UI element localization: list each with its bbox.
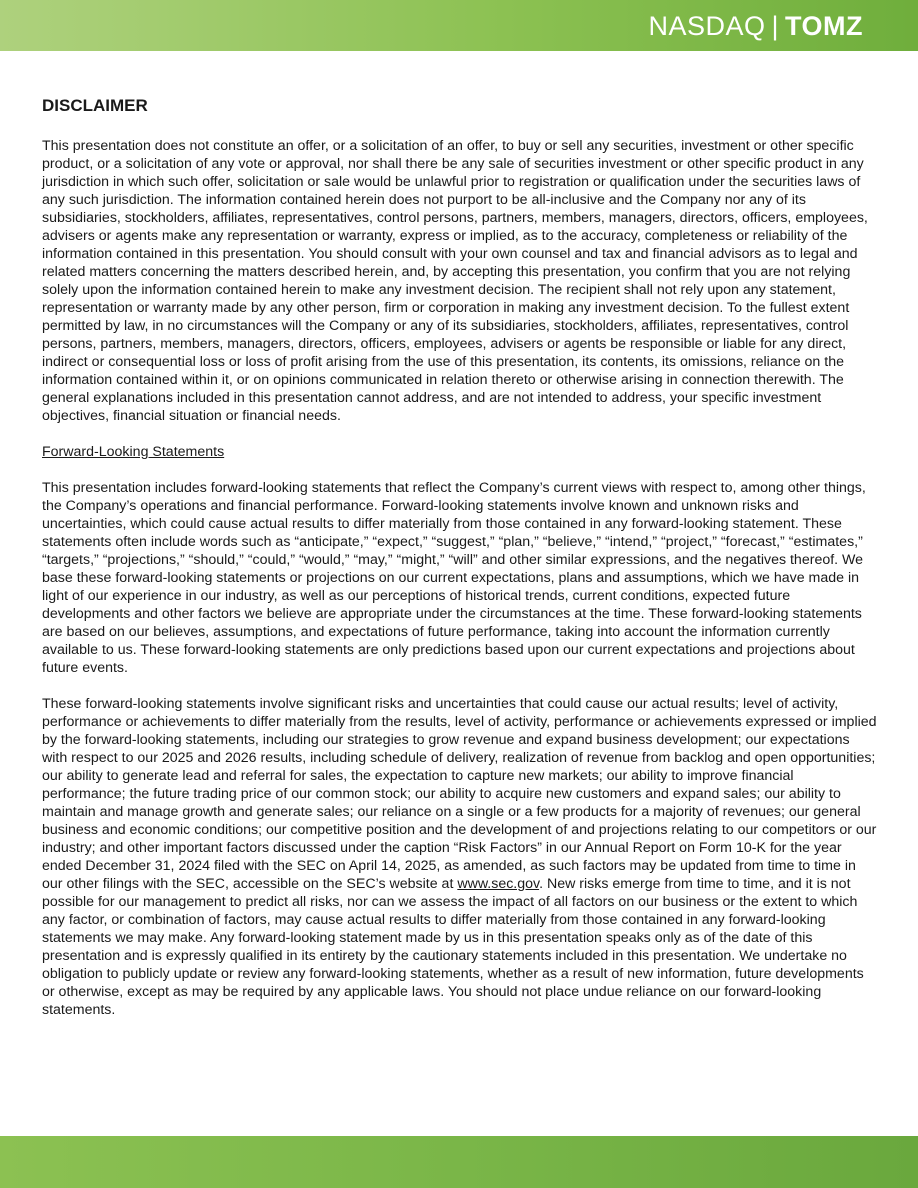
paragraph-2-text-end: . New risks emerge from time to time, and it is not possible for our management to predict all risks, nor can we assess the impact of all factors on our business or the extent to which any factor, or combination of factors, may cause actual results to differ materially from those contained in any forward-looking statements we may make. Any forward-looking statement made by us in this presentation speaks only as of the date of this presentation and is expressly qualified in its entirety by the cautionary statements included in this presentation. We undertake no obligation to publicly update or review any forward-looking statements, whether as a result of new information, future developments or otherwise, except as may be required by any applicable laws. You should not place undue reliance on our forward-looking statements. <box>42 876 864 1018</box>
ticker-symbol: TOMZ <box>785 11 863 41</box>
disclaimer-paragraph: This presentation does not constitute an offer, or a solicitation of an offer, to buy or sell any securities, investment or other specific product, or a solicitation of any vote or approval, nor shall there be any sale of securities investment or other specific product in any jurisdiction in which such offer, solicitation or sale would be unlawful prior to registration or qualification under the securities laws of any such jurisdiction. The information contained herein does not purport to be all-inclusive and the Company nor any of its subsidiaries, stockholders, affiliates, representatives, control persons, partners, members, managers, directors, officers, employees, advisers or agents make any representation or warranty, express or implied, as to the accuracy, completeness or reliability of the information contained in this presentation. You should consult with your own counsel and tax and financial advisors as to legal and related matters concerning the matters described herein, and, by accepting this presentation, you confirm that you are not relying solely upon the information contained herein to make any investment decision. The recipient shall not rely upon any statement, representation or warranty made by any other person, firm or corporation in making any investment decision. To the fullest extent permitted by law, in no circumstances will the Company or any of its subsidiaries, stockholders, affiliates, representatives, control persons, partners, members, managers, directors, officers, employees, advisers or agents be responsible or liable for any direct, indirect or consequential loss or loss of profit arising from the use of this presentation, its contents, its omissions, reliance on the information contained within it, or on opinions communicated in relation thereto or otherwise arising in connection therewith. The general explanations included in this presentation cannot address, and are not intended to address, your specific investment objectives, financial situation or financial needs. <box>42 138 868 424</box>
exchange-name: NASDAQ <box>648 11 766 41</box>
header-bar <box>0 0 918 51</box>
footer-bar <box>0 1136 918 1188</box>
sec-website-link[interactable]: www.sec.gov <box>457 876 540 892</box>
forward-looking-paragraph-1: This presentation includes forward-looking statements that reflect the Company’s current views with respect to, among other things, the Company’s operations and financial performance. Forward-looking statements involve known and unknown risks and uncertainties, which could cause actual results to differ materially from those contained in any forward-looking statement. These statements often include words such as “anticipate,” “expect,” “suggest,” “plan,” “believe,” “intend,” “project,” “forecast,” “estimates,” “targets,” “projections,” “should,” “could,” “would,” “may,” “might,” “will” and other similar expressions, and the negatives thereof. We base these forward-looking statements or projections on our current expectations, plans and assumptions, which we have made in light of our experience in our industry, as well as our perceptions of historical trends, current conditions, expected future developments and other factors we believe are appropriate under the circumstances at the time. These forward-looking statements are based on our believes, assumptions, and expectations of future performance, taking into account the information currently available to us. These forward-looking statements are only predictions based upon our current expectations and projections about future events. <box>42 480 866 676</box>
ticker-label <box>648 9 863 43</box>
document-body <box>42 95 878 1037</box>
forward-looking-heading: Forward-Looking Statements <box>42 444 225 460</box>
ticker-separator: | <box>771 11 779 41</box>
forward-looking-paragraph-2 <box>42 695 878 1019</box>
paragraph-2-text-start: These forward-looking statements involve significant risks and uncertainties that could cause our actual results; level of activity, performance or achievements to differ materially from the results, level of activity, performance or achievements expressed or implied by the forward-looking statements, including our strategies to grow revenue and expand business development; our expectations with respect to our 2025 and 2026 results, including schedule of delivery, realization of revenue from backlog and open opportunities; our ability to generate lead and referral for sales, the expectation to capture new markets; our ability to improve financial performance; the future trading price of our common stock; our ability to acquire new customers and expand sales; our ability to maintain and manage growth and generate sales; our reliance on a single or a few products for a majority of revenues; our general business and economic conditions; our competitive position and the development of and projections relating to our competitors or our industry; and other important factors discussed under the caption “Risk Factors” in our Annual Report on Form 10-K for the year ended December 31, 2024 filed with the SEC on April 14, 2025, as amended, as such factors may be updated from time to time in our other filings with the SEC, accessible on the SEC’s website at <box>42 696 877 892</box>
page-title: DISCLAIMER <box>42 96 148 115</box>
